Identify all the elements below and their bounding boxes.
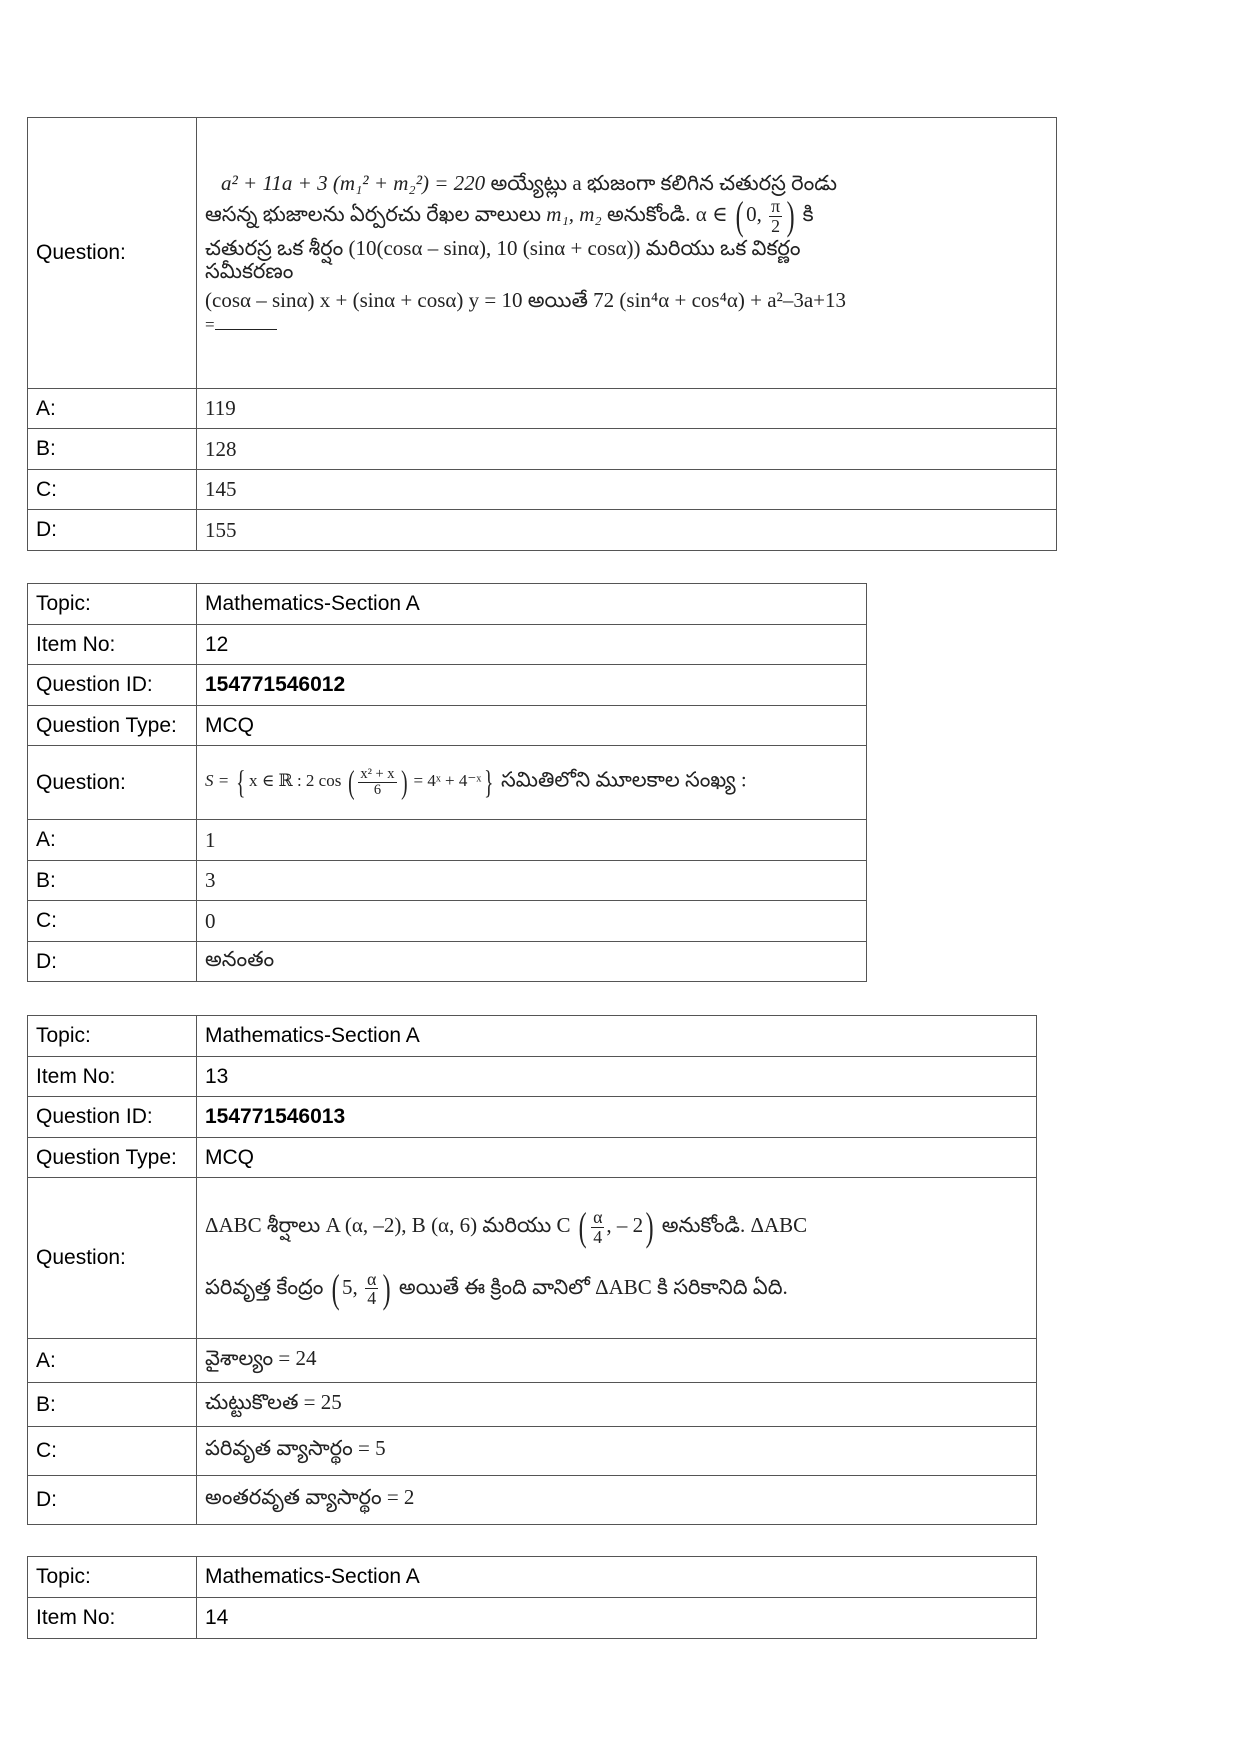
option-c: పరివృత వ్యాసార్థం = 5 [197, 1427, 1037, 1476]
option-a-label: A: [28, 820, 197, 861]
open-brace: { [236, 764, 246, 800]
question-text-line2: పరివృత్త కేంద్రం [205, 1274, 324, 1299]
item-no-value: 14 [197, 1598, 1037, 1639]
question-text-line3: చతురస్ర ఒక శీర్షం (10(cosα – sinα), 10 (sinα + cosα)) మరియు ఒక వికర్ణం [205, 235, 801, 260]
option-b-label: B: [28, 861, 197, 901]
question-text-line1: ΔABC శీర్షాలు A (α, –2), B (α, 6) మరియు C [205, 1212, 571, 1237]
frac-num: α [593, 1206, 603, 1227]
question-slopes: m₁, m₂ [546, 201, 602, 226]
open-paren: ( [331, 1266, 340, 1311]
alpha-over-four [365, 1270, 378, 1308]
question-text [197, 746, 867, 820]
topic-label: Topic: [28, 1557, 197, 1598]
question-id-value: 154771546013 [197, 1097, 1037, 1138]
interval-zero: 0, [746, 201, 762, 226]
question-id-label: Question ID: [28, 1097, 197, 1138]
alpha-over-four [591, 1208, 604, 1246]
item-no-value: 12 [197, 625, 867, 665]
question-text-line4: సమీకరణం [205, 258, 294, 283]
topic-value: Mathematics-Section A [197, 1557, 1037, 1598]
option-c-label: C: [28, 901, 197, 942]
option-b: 3 [197, 861, 867, 901]
option-d: 155 [197, 510, 1057, 551]
close-paren: ) [400, 764, 408, 800]
topic-value: Mathematics-Section A [197, 1016, 1037, 1057]
cos-argument [358, 767, 396, 798]
option-b-label: B: [28, 1383, 197, 1427]
frac-num: x² + x [360, 765, 395, 782]
topic-value: Mathematics-Section A [197, 584, 867, 625]
question-id-label: Question ID: [28, 665, 197, 706]
frac-num: α [367, 1268, 377, 1289]
set-rhs: = 4ˣ + 4⁻ˣ [413, 771, 482, 791]
question-table-11 [27, 117, 1057, 551]
question-label: Question: [28, 1178, 197, 1339]
option-c-label: C: [28, 470, 197, 510]
hidden-row-value [197, 1639, 1037, 1640]
topic-label: Topic: [28, 584, 197, 625]
question-text [197, 1178, 1037, 1339]
option-a: వైశాల్యం = 24 [197, 1339, 1037, 1383]
topic-label: Topic: [28, 1016, 197, 1057]
question-table-13 [27, 1015, 1037, 1525]
option-d-label: D: [28, 510, 197, 551]
item-no-label: Item No: [28, 1598, 197, 1639]
open-paren: ( [735, 193, 744, 239]
hidden-row-label [28, 1639, 197, 1640]
close-brace: } [484, 764, 494, 800]
question-text-line2b: అయితే ఈ క్రింది వానిలో ΔABC కి సరికానిది ఏది. [398, 1274, 788, 1299]
question-ki: కి [802, 201, 814, 226]
question-table-12 [27, 583, 867, 982]
close-paren: ) [786, 193, 795, 239]
close-paren: ) [383, 1266, 391, 1311]
answer-blank [215, 313, 277, 330]
question-equation: a² + 11a + 3 (m₁² + m₂²) = 220 [221, 171, 486, 196]
option-a: 119 [197, 389, 1057, 429]
option-c: 145 [197, 470, 1057, 510]
question-text-line5: (cosα – sinα) x + (sinα + cosα) y = 10 అయితే 72 (sin⁴α + cos⁴α) + a²–3a+13 [205, 287, 847, 312]
frac-den: 4 [593, 1226, 603, 1247]
question-text [197, 118, 1057, 389]
option-b: చుట్టుకొలత = 25 [197, 1383, 1037, 1427]
question-type-label: Question Type: [28, 1138, 197, 1178]
option-c: 0 [197, 901, 867, 942]
question-text-line1: అయ్యేట్లు a భుజంగా కలిగిన చతురస్ర రెండు [490, 171, 838, 196]
item-no-value: 13 [197, 1057, 1037, 1097]
question-text-line1b: అనుకోండి. ΔABC [661, 1212, 808, 1237]
option-c-label: C: [28, 1427, 197, 1476]
question-text-line2b: అనుకోండి. [606, 201, 691, 226]
option-d-label: D: [28, 1476, 197, 1525]
option-d: అంతరవృత వ్యాసార్థం = 2 [197, 1476, 1037, 1525]
question-table-14 [27, 1556, 1037, 1639]
set-start: S = [205, 771, 230, 791]
item-no-label: Item No: [28, 625, 197, 665]
frac-den: 4 [367, 1288, 377, 1309]
question-type-value: MCQ [197, 706, 867, 746]
question-type-value: MCQ [197, 1138, 1037, 1178]
frac-den: 2 [771, 215, 781, 236]
option-a-label: A: [28, 389, 197, 429]
question-label: Question: [28, 746, 197, 820]
coord-x: 5, [342, 1274, 358, 1299]
option-b-label: B: [28, 429, 197, 470]
option-d-label: D: [28, 942, 197, 982]
question-equals: = [205, 314, 215, 334]
option-b: 128 [197, 429, 1057, 470]
set-condition: x ∈ ℝ : 2 cos [249, 771, 342, 791]
item-no-label: Item No: [28, 1057, 197, 1097]
question-type-label: Question Type: [28, 706, 197, 746]
open-paren: ( [578, 1204, 587, 1250]
option-d: అనంతం [197, 942, 867, 982]
question-text-telugu: సమితిలోని మూలకాల సంఖ్య : [501, 767, 747, 792]
question-text-line2: ఆసన్న భుజాలను ఏర్పరచు రేఖల వాలులు [205, 201, 542, 226]
open-paren: ( [347, 764, 355, 800]
option-a-label: A: [28, 1339, 197, 1383]
close-paren: ) [645, 1204, 654, 1250]
coord-y: , – 2 [606, 1212, 644, 1237]
question-label: Question: [28, 118, 197, 389]
option-a: 1 [197, 820, 867, 861]
question-alpha-in: α ∈ [695, 201, 728, 226]
frac-den: 6 [373, 782, 382, 798]
question-table-14-clip [26, 1556, 1040, 1639]
frac-num: π [771, 195, 781, 216]
question-id-value: 154771546012 [197, 665, 867, 706]
pi-over-two [769, 197, 782, 235]
